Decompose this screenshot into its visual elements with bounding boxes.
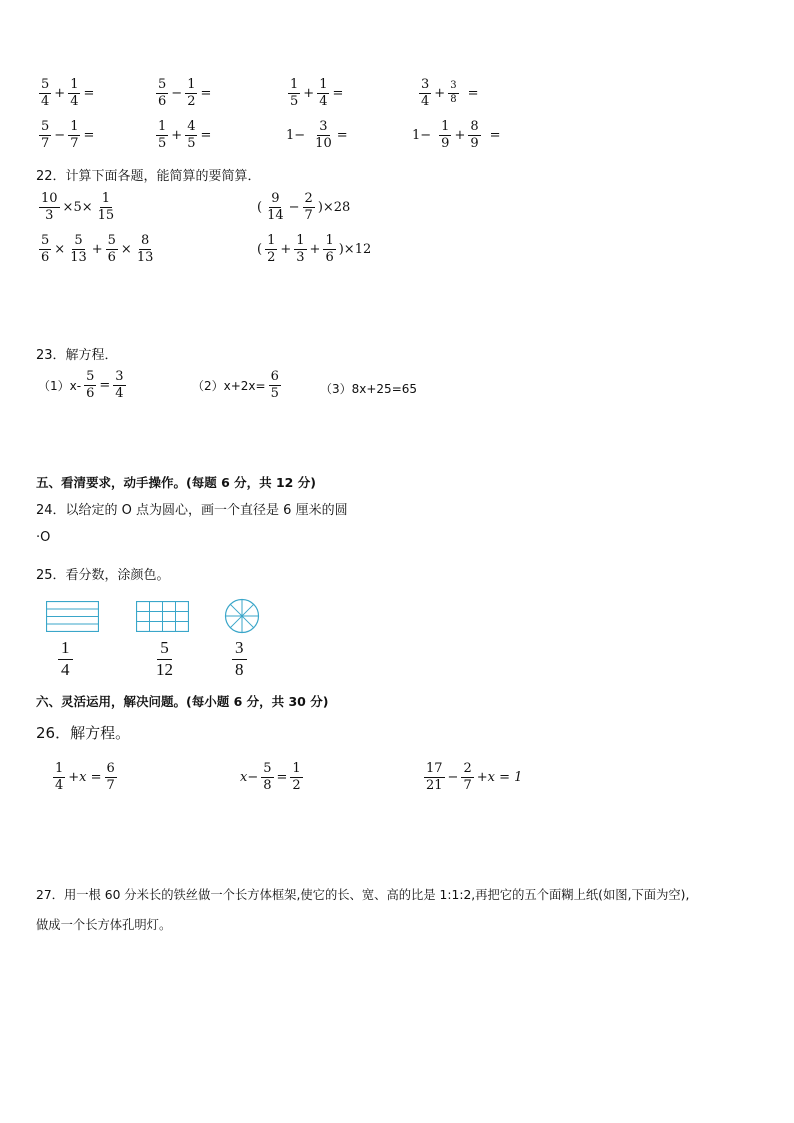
q25-fraction-1: $\frac{1}{4}$ (58, 638, 73, 679)
fraction: $\frac{1}{4}$ (70, 77, 79, 109)
fraction: $\frac{1}{4}$ (319, 77, 328, 109)
fraction: $\frac{3}{4}$ (115, 369, 124, 401)
q25-fraction-2: $\frac{5}{12}$ (156, 638, 173, 679)
q22-expr4: ( $\frac{1}{2}$ + $\frac{1}{3}$ + $\frac{1}{6}$ )×12 (257, 233, 372, 265)
q27-line2: 做成一个长方体孔明灯。 (36, 918, 172, 932)
q21-row2-expr4: 1− $\frac{1}{9}$ + $\frac{8}{9}$ = (412, 119, 501, 151)
fraction: $\frac{5}{4}$ (41, 77, 50, 109)
fraction: $\frac{2}{7}$ (304, 191, 313, 223)
q21-row2-expr2: $\frac{1}{5}$ + $\frac{4}{5}$ = (158, 119, 212, 151)
q26-equation1: $\frac{1}{4}$ +x = $\frac{6}{7}$ (55, 761, 115, 793)
fraction: $\frac{1}{3}$ (296, 233, 305, 265)
q22-expr3: $\frac{5}{6}$ × $\frac{5}{13}$ + $\frac{5}{6}$ × $\frac{8}{13}$ (41, 233, 154, 265)
q22-expr1: $\frac{10}{3}$ ×5× $\frac{1}{15}$ (41, 191, 115, 223)
center-point-o: ·O (36, 530, 51, 545)
q21-row1-expr2: $\frac{5}{6}$ − $\frac{1}{2}$ = (158, 77, 212, 109)
q21-row2-expr3: 1− $\frac{3}{10}$ = (286, 119, 348, 151)
circle-eight-sectors-shape[interactable] (224, 598, 260, 634)
fraction: $\frac{3}{4}$ (421, 77, 430, 109)
q23-part3: （3）8x+25=65 (320, 382, 418, 396)
q24-title: 24．以给定的 O 点为圆心，画一个直径是 6 厘米的圆 (36, 503, 348, 518)
q27-line1: 27．用一根 60 分米长的铁丝做一个长方体框架,使它的长、宽、高的比是 1:1:2,再把它的五个面糊上纸(如图,下面为空), (36, 888, 690, 902)
fraction: $\frac{4}{5}$ (187, 119, 196, 151)
rect-four-strips-shape[interactable] (46, 601, 99, 632)
q26-equation3: $\frac{17}{21}$ − $\frac{2}{7}$ +x = 1 (426, 761, 523, 793)
fraction: $\frac{8}{9}$ (470, 119, 479, 151)
fraction: $\frac{1}{4}$ (55, 761, 64, 793)
fraction: $\frac{1}{2}$ (187, 77, 196, 109)
fraction: $\frac{1}{6}$ (325, 233, 334, 265)
fraction: $\frac{6}{7}$ (106, 761, 115, 793)
fraction: $\frac{5}{8}$ (263, 761, 272, 793)
q23-part1: （1）x- $\frac{5}{6}$ = $\frac{3}{4}$ (38, 369, 124, 401)
q22-expr2: ( $\frac{9}{14}$ − $\frac{2}{7}$ )×28 (257, 191, 351, 223)
section6-heading: 六、灵活运用，解决问题。(每小题 6 分，共 30 分) (36, 694, 329, 709)
fraction: $\frac{1}{9}$ (441, 119, 450, 151)
fraction: $\frac{5}{6}$ (41, 233, 50, 265)
fraction: $\frac{6}{5}$ (270, 369, 279, 401)
q25-title: 25．看分数，涂颜色。 (36, 568, 170, 583)
fraction: $\frac{1}{5}$ (158, 119, 167, 151)
fraction: $\frac{10}{3}$ (41, 191, 58, 223)
fraction: $\frac{5}{7}$ (41, 119, 50, 151)
q23-title: 23．解方程． (36, 348, 118, 363)
q21-row1-expr4: $\frac{3}{4}$ + $\frac{3}{8}$ = (421, 77, 479, 109)
q26-equation2: x− $\frac{5}{8}$ = $\frac{1}{2}$ (240, 761, 301, 793)
fraction: $\frac{5}{13}$ (70, 233, 87, 265)
fraction: $\frac{8}{13}$ (136, 233, 154, 265)
fraction: $\frac{5}{6}$ (107, 233, 116, 265)
q21-row2-expr1: $\frac{5}{7}$ − $\frac{1}{7}$ = (41, 119, 95, 151)
q21-row1-expr3: $\frac{1}{5}$ + $\frac{1}{4}$ = (290, 77, 344, 109)
fraction: $\frac{1}{2}$ (292, 761, 301, 793)
rect-twelve-grid-shape[interactable] (136, 601, 189, 632)
fraction: $\frac{1}{5}$ (290, 77, 299, 109)
fraction: $\frac{1}{7}$ (70, 119, 79, 151)
fraction: $\frac{9}{14}$ (267, 191, 284, 223)
fraction: $\frac{1}{2}$ (267, 233, 276, 265)
q22-title: 22．计算下面各题，能简算的要简算． (36, 169, 261, 184)
fraction: $\frac{3}{10}$ (315, 119, 332, 151)
fraction: $\frac{1}{15}$ (97, 191, 115, 223)
q26-title: 26．解方程。 (36, 724, 131, 742)
fraction: $\frac{2}{7}$ (463, 761, 472, 793)
q21-row1-expr1: $\frac{5}{4}$ + $\frac{1}{4}$ = (41, 77, 95, 109)
fraction: $\frac{5}{6}$ (86, 369, 95, 401)
fraction: $\frac{5}{6}$ (158, 77, 167, 109)
section5-heading: 五、看清要求，动手操作。(每题 6 分，共 12 分) (36, 475, 316, 490)
fraction: $\frac{3}{8}$ (450, 80, 457, 105)
q25-fraction-3: $\frac{3}{8}$ (232, 638, 247, 679)
fraction: $\frac{17}{21}$ (426, 761, 443, 793)
q23-part2: （2）x+2x= $\frac{6}{5}$ (192, 369, 279, 401)
